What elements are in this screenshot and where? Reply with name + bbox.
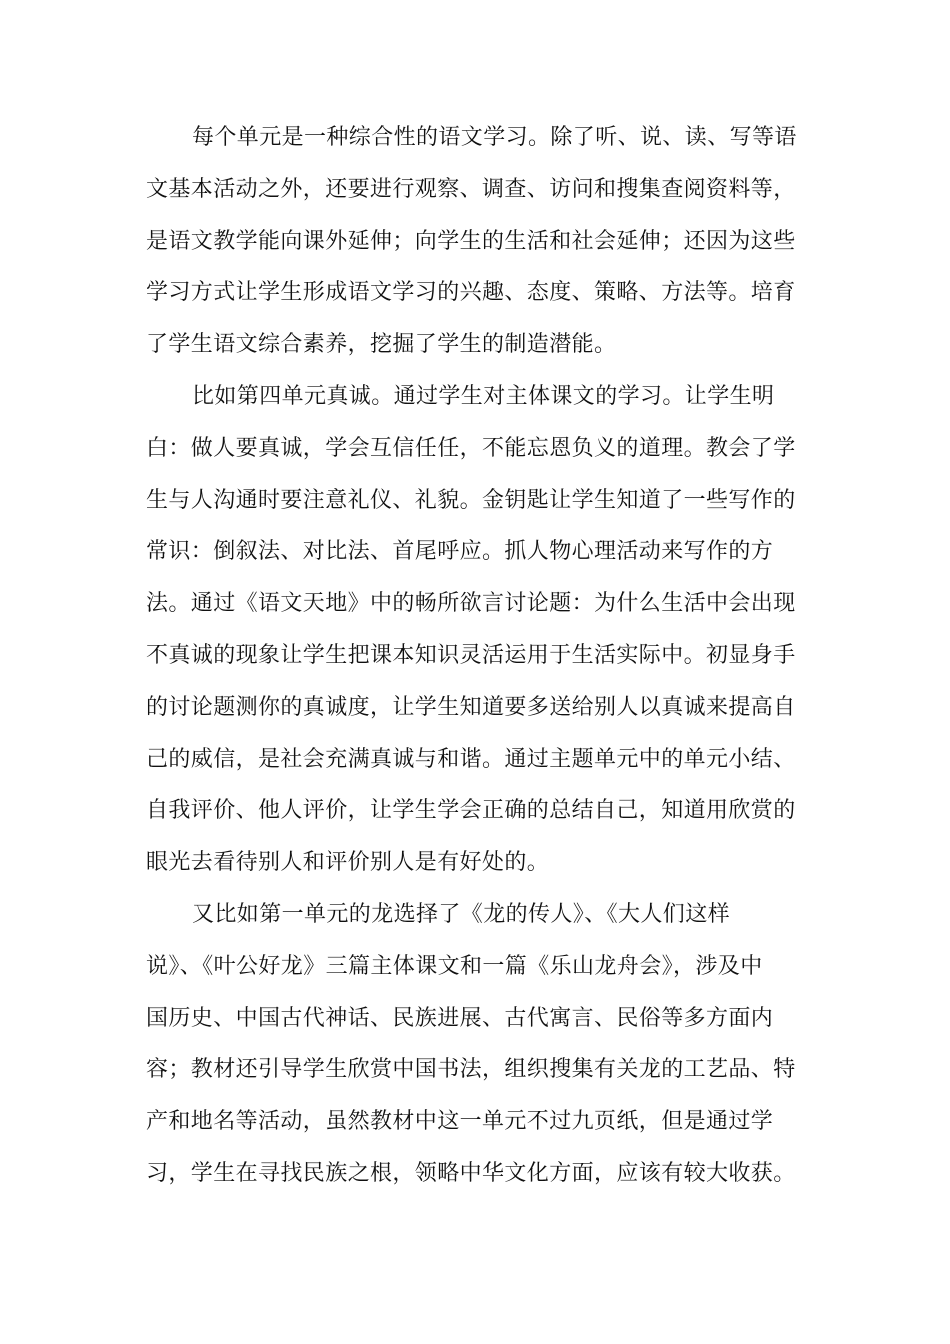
text-line: 常识：倒叙法、对比法、首尾呼应。抓人物心理活动来写作的方	[146, 539, 774, 565]
paragraph-3	[146, 889, 806, 1200]
paragraph-1	[146, 112, 806, 371]
text-line: 是语文教学能向课外延伸；向学生的生活和社会延伸；还因为这些	[146, 228, 796, 254]
text-line: 生与人沟通时要注意礼仪、礼貌。金钥匙让学生知道了一些写作的	[146, 487, 796, 513]
paragraph-2	[146, 371, 806, 889]
text-line: 法。通过《语文天地》中的畅所欲言讨论题：为什么生活中会出现	[146, 591, 796, 617]
text-line: 己的威信，是社会充满真诚与和谐。通过主题单元中的单元小结、	[146, 746, 796, 772]
text-line: 比如第四单元真诚。通过学生对主体课文的学习。让学生明	[192, 383, 775, 409]
text-line: 自我评价、他人评价，让学生学会正确的总结自己，知道用欣赏的	[146, 798, 796, 824]
text-line: 产和地名等活动，虽然教材中这一单元不过九页纸，但是通过学	[146, 1109, 774, 1135]
text-line: 白：做人要真诚，学会互信任任，不能忘恩负义的道理。教会了学	[146, 435, 796, 461]
text-line: 习，学生在寻找民族之根，领略中华文化方面，应该有较大收获。	[146, 1160, 796, 1186]
text-line: 文基本活动之外，还要进行观察、调查、访问和搜集查阅资料等，	[146, 176, 796, 202]
text-line: 又比如第一单元的龙选择了《龙的传人》、《大人们这样	[192, 901, 731, 927]
text-line: 眼光去看待别人和评价别人是有好处的。	[146, 850, 550, 876]
text-line: 不真诚的现象让学生把课本知识灵活运用于生活实际中。初显身手	[146, 642, 796, 668]
text-line: 国历史、中国古代神话、民族进展、古代寓言、民俗等多方面内	[146, 1005, 774, 1031]
text-line: 的讨论题测你的真诚度，让学生知道要多送给别人以真诚来提高自	[146, 694, 796, 720]
document-body	[146, 112, 806, 1200]
text-line: 了学生语文综合素养，挖掘了学生的制造潜能。	[146, 332, 617, 358]
text-line: 每个单元是一种综合性的语文学习。除了听、说、读、写等语	[192, 125, 797, 150]
text-line: 说》、《叶公好龙》三篇主体课文和一篇《乐山龙舟会》，涉及中	[146, 953, 763, 979]
text-line: 容；教材还引导学生欣赏中国书法，组织搜集有关龙的工艺品、特	[146, 1057, 796, 1083]
text-line: 学习方式让学生形成语文学习的兴趣、态度、策略、方法等。培育	[146, 280, 796, 306]
